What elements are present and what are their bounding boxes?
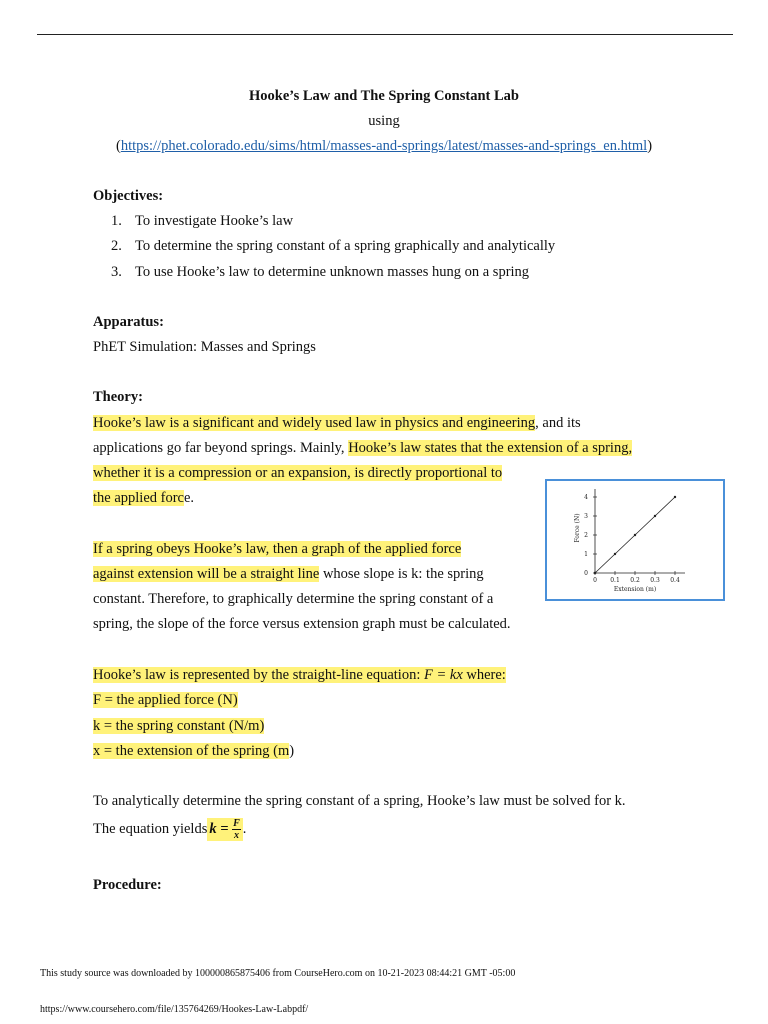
objective-text: To investigate Hooke’s law — [135, 213, 294, 229]
theory-line: spring, the slope of the force versus extension graph must be calculated. — [93, 616, 511, 632]
definition-spring-constant — [93, 718, 264, 735]
definition-extension — [93, 743, 294, 760]
objective-text: To use Hooke’s law to determine unknown masses hung on a spring — [135, 264, 530, 280]
plain-text: . — [242, 820, 247, 837]
y-tick-label: 4 — [584, 494, 588, 501]
plain-text: e. — [184, 490, 195, 506]
theory-line — [93, 465, 502, 482]
document-title: Hooke’s Law and The Spring Constant Lab — [249, 88, 519, 104]
force-extension-chart-svg — [547, 481, 723, 599]
source-url[interactable]: https://www.coursehero.com/file/135764269/Hookes-Law-Labpdf/ — [40, 1004, 309, 1015]
objectives-heading: Objectives: — [93, 188, 164, 204]
highlighted-text: If a spring obeys Hooke’s law, then a graph of the applied force — [93, 541, 462, 557]
objective-item — [111, 238, 555, 255]
phet-simulation-link[interactable]: https://phet.colorado.edu/sims/html/masses-and-springs/latest/masses-and-springs_en.html — [120, 138, 648, 154]
procedure-heading: Procedure: — [93, 877, 162, 893]
fraction-denominator: x — [233, 830, 239, 841]
plain-text: whose slope is k: the spring — [319, 566, 484, 582]
equation-fraction — [232, 818, 241, 841]
highlighted-text: against extension will be a straight line — [93, 566, 320, 582]
x-tick-label: 0.1 — [610, 577, 620, 584]
plain-text: applications go far beyond springs. Mainly, — [93, 440, 349, 456]
objective-number: 1. — [111, 213, 122, 229]
using-line: using — [368, 113, 400, 129]
highlighted-text: x = the extension of the spring (m — [93, 743, 290, 759]
objective-item — [111, 213, 293, 230]
force-extension-graph — [545, 479, 725, 601]
phet-url-line — [0, 138, 768, 155]
x-tick-label: 0.2 — [630, 577, 640, 584]
plain-text: , and its — [535, 415, 581, 431]
highlighted-text: k = the spring constant (N/m) — [93, 718, 265, 734]
data-point — [674, 496, 676, 498]
objective-number: 3. — [111, 264, 122, 280]
theory-heading: Theory: — [93, 389, 143, 405]
data-point — [614, 553, 616, 555]
analytic-paragraph: To analytically determine the spring constant of a spring, Hooke’s law must be solved for k. — [93, 793, 626, 809]
data-point — [594, 572, 596, 574]
highlighted-text: F = the applied force (N) — [93, 692, 238, 708]
theory-line — [93, 415, 581, 432]
highlighted-text: Hooke’s law is represented by the straight-line equation: — [93, 667, 424, 683]
paren-open: ( — [115, 138, 121, 154]
apparatus-heading: Apparatus: — [93, 314, 164, 330]
equation-lhs: k = — [209, 820, 229, 837]
theory-line — [93, 440, 632, 457]
highlighted-text: Hooke’s law states that the extension of a spring, — [348, 440, 633, 456]
theory-line — [93, 490, 194, 507]
highlighted-text: Hooke’s law is a significant and widely used law in physics and engineering — [93, 415, 536, 431]
paren-close: ) — [647, 138, 653, 154]
highlighted-text: where: — [462, 667, 506, 683]
data-point — [654, 515, 656, 517]
plain-text: The equation yields — [93, 820, 208, 837]
download-notice: This study source was downloaded by 100000865875406 from CourseHero.com on 10-21-2023 08:44:21 GMT -05:00 — [40, 968, 516, 979]
theory-line — [93, 541, 461, 558]
theory-line — [93, 667, 506, 684]
spring-constant-equation — [207, 818, 242, 841]
x-tick-label: 0.3 — [650, 577, 660, 584]
hooke-equation: F = kx — [424, 667, 463, 683]
highlighted-text: whether it is a compression or an expansion, is directly proportional to — [93, 465, 503, 481]
x-tick-label: 0 — [593, 577, 597, 584]
top-rule — [37, 34, 733, 35]
x-tick-label: 0.4 — [670, 577, 680, 584]
y-tick-label: 1 — [584, 551, 588, 558]
plain-text: ) — [289, 743, 295, 759]
y-axis-label: Force (N) — [574, 513, 581, 543]
definition-force — [93, 692, 238, 709]
objective-text: To determine the spring constant of a spring graphically and analytically — [135, 238, 556, 254]
analytic-equation-line — [93, 818, 246, 841]
y-tick-label: 3 — [584, 513, 588, 520]
data-point — [634, 534, 636, 536]
fraction-numerator: F — [233, 818, 240, 829]
apparatus-text: PhET Simulation: Masses and Springs — [93, 339, 316, 355]
y-tick-label: 2 — [584, 532, 588, 539]
theory-line: constant. Therefore, to graphically determine the spring constant of a — [93, 591, 494, 607]
highlighted-text: the applied forc — [93, 490, 184, 506]
y-tick-label: 0 — [584, 570, 588, 577]
objective-number: 2. — [111, 238, 122, 254]
x-axis-label: Extension (m) — [613, 586, 657, 593]
theory-line — [93, 566, 484, 583]
objective-item — [111, 264, 529, 281]
